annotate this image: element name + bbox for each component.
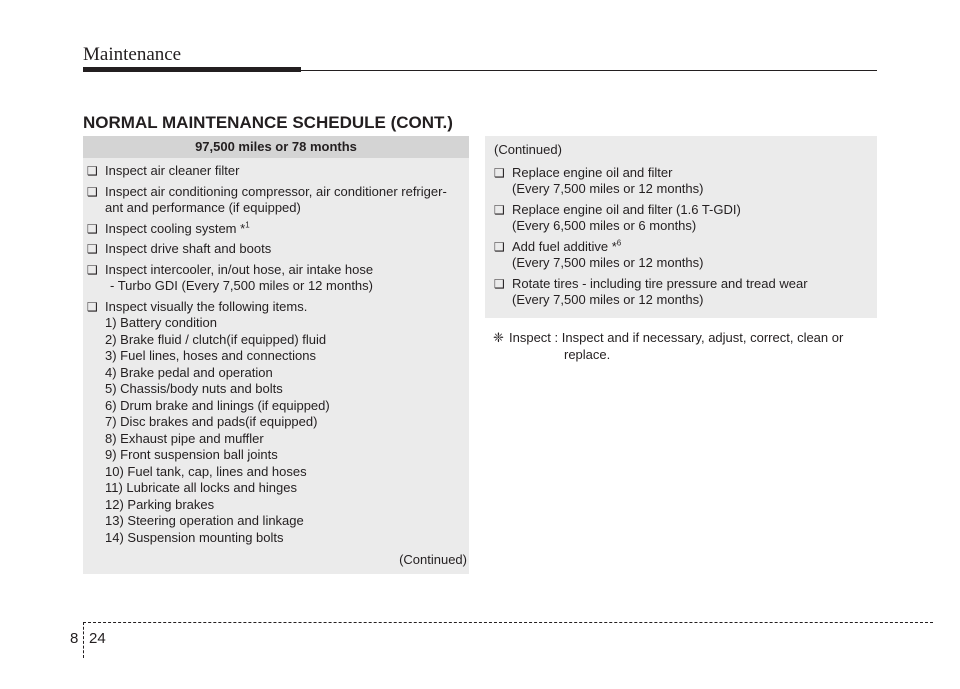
continued-label: (Continued)	[399, 552, 467, 567]
list-item: ❑ Rotate tires - including tire pressure and tread wear (Every 7,500 miles or 12 months)	[494, 275, 808, 307]
header-title: Maintenance	[83, 44, 182, 65]
header-rule-thin	[301, 70, 877, 71]
schedule-box-97500	[83, 136, 469, 574]
checkbox-icon: ❑	[87, 242, 98, 256]
sub-item: 5) Chassis/body nuts and bolts	[105, 381, 283, 396]
sub-item: 7) Disc brakes and pads(if equipped)	[105, 414, 318, 429]
list-item: ❑ Inspect air cleaner filter	[87, 163, 240, 178]
sub-item: 3) Fuel lines, hoses and connections	[105, 348, 317, 363]
sub-item: 14) Suspension mounting bolts	[105, 529, 284, 545]
note-line: Inspect : Inspect and if necessary, adjust, correct, clean or	[509, 330, 844, 345]
list-item: ❑ Inspect drive shaft and boots	[87, 241, 272, 256]
checkbox-icon: ❑	[87, 184, 98, 199]
list-item: ❑ Inspect cooling system *$^1$	[87, 220, 250, 236]
footnote-ref: 1	[245, 220, 250, 230]
schedule-box-continued	[485, 136, 877, 318]
chapter-number: 8	[70, 630, 79, 647]
note-line: replace.	[564, 347, 611, 362]
footer-divider	[83, 622, 84, 658]
list-item: ❑ Inspect intercooler, in/out hose, air intake hose - Turbo GDI (Every 7,500 miles or 12 months)	[87, 261, 374, 293]
list-item: ❑ Inspect air conditioning compressor, air conditioner refriger- ant and performance (if equipped)	[87, 183, 447, 215]
footer-rule	[83, 622, 933, 623]
checkbox-icon: ❑	[87, 262, 98, 277]
checkbox-icon: ❑	[494, 202, 505, 217]
sub-item: 11) Lubricate all locks and hinges	[105, 480, 297, 495]
note-symbol-icon: ❈	[493, 330, 504, 345]
sub-item: 13) Steering operation and linkage	[105, 513, 304, 528]
header-rule-thick	[83, 67, 301, 72]
sub-item: 6) Drum brake and linings (if equipped)	[105, 397, 330, 413]
sub-item: 2) Brake fluid / clutch(if equipped) fluid	[105, 331, 327, 347]
section-title: NORMAL MAINTENANCE SCHEDULE (CONT.)	[83, 113, 453, 132]
footnote-ref: 6	[616, 238, 622, 248]
list-item: ❑ Inspect visually the following items. 1) Battery condition 2) Brake fluid / clutch(if equipped) fluid 3) Fuel lines, hoses and connections 4) Brake pedal and operation 5) Chassis/body nuts and bolts 6) Drum brake and linings (if equipped) 7) Disc brakes and pads(if equipped) 8) Exhaust pipe and muffler 9) Front suspension ball joints 10) Fuel tank, cap, lines and hoses 11) Lubricate all locks and hinges 12) Parking brakes 13) Steering operation and linkage 14) Suspension mounting bolts	[87, 299, 465, 547]
sub-item: 9) Front suspension ball joints	[105, 447, 278, 462]
checkbox-icon: ❑	[494, 239, 505, 254]
visual-inspection-list	[105, 315, 465, 546]
list-item: ❑ Replace engine oil and filter (1.6 T-GDI) (Every 6,500 miles or 6 months)	[494, 201, 741, 233]
sub-item: 8) Exhaust pipe and muffler	[105, 430, 264, 446]
sub-item: 10) Fuel tank, cap, lines and hoses	[105, 463, 307, 479]
checkbox-icon: ❑	[87, 299, 98, 314]
schedule-items	[83, 158, 469, 546]
checkbox-icon: ❑	[494, 276, 505, 291]
list-item: ❑ Add fuel additive *$^6$ (Every 7,500 miles or 12 months)	[494, 238, 704, 270]
checkbox-icon: ❑	[494, 165, 505, 180]
sub-item: 1) Battery condition	[105, 315, 218, 330]
page-number: 24	[89, 630, 106, 647]
sub-item: 4) Brake pedal and operation	[105, 364, 273, 380]
checkbox-icon: ❑	[87, 221, 98, 236]
inspect-note	[493, 329, 873, 363]
list-item: ❑ Replace engine oil and filter (Every 7,500 miles or 12 months)	[494, 164, 704, 196]
sub-item: 12) Parking brakes	[105, 496, 215, 512]
schedule-interval-heading: 97,500 miles or 78 months	[83, 136, 469, 158]
checkbox-icon: ❑	[87, 164, 98, 178]
continued-label: (Continued)	[494, 142, 562, 157]
schedule-items-continued	[485, 136, 877, 309]
